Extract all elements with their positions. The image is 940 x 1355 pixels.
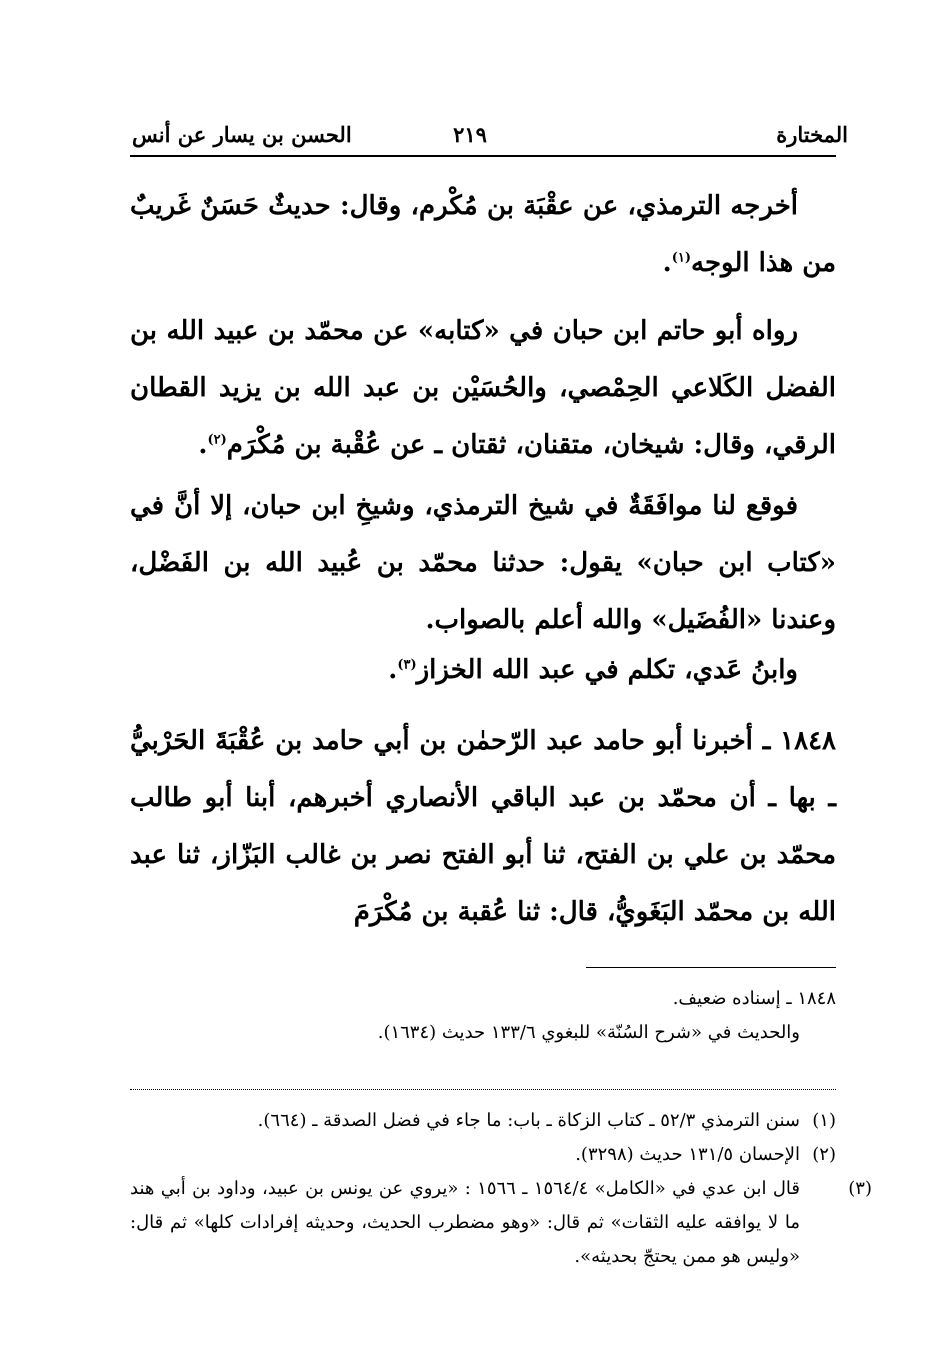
main-text-5 (130, 713, 836, 941)
main-text-4 (130, 642, 836, 699)
footnote-3-text: قال ابن عدي في «الكامل» ١٥٦٤/٤ ـ ١٥٦٦ : «يروي عن يونس بن عبيد، وداود بن أبي هند ما لا يوافقه عليه الثقات» ثم قال: «وهو مضطرب الحديث، وحديثه إفرادات كلها» ثم قال: «وليس هو ممن يحتجّ بحديثه». (130, 1178, 800, 1267)
paragraph-4-end: . (388, 655, 398, 685)
hadith-notes-rule (586, 967, 836, 968)
footnote-3 (130, 1172, 872, 1274)
hadith-notes (130, 982, 836, 1050)
hadith-note-grade: ١٨٤٨ ـ إسناده ضعيف. (672, 988, 836, 1009)
paragraph-1-text: أخرجه الترمذي، عن عقْبَة بن مُكْرم، وقال: حديثٌ حَسَنٌ غَريبٌ من هذا الوجه (130, 191, 836, 278)
hadith-note-source: والحديث في «شرح السُنّة» للبغوي ١٣٣/٦ حديث (١٦٣٤). (377, 1022, 800, 1043)
running-book-title: المختارة (776, 122, 848, 147)
paragraph-4-text: وابنُ عَدي، تكلم في عبد الله الخزاز (416, 655, 798, 685)
footnote-1-number: (١) (812, 1110, 836, 1131)
footnote-ref-1: (١) (671, 250, 691, 266)
footnote-1 (130, 1104, 836, 1138)
paragraph-2-end: . (198, 430, 208, 460)
paragraph-1 (130, 178, 836, 292)
footnotes (130, 1104, 872, 1274)
footnote-1-text: سنن الترمذي ٥٢/٣ ـ كتاب الزكاة ـ باب: ما جاء في فضل الصدقة ـ (٦٦٤). (257, 1110, 800, 1131)
footnote-2-number: (٢) (812, 1144, 836, 1165)
paragraph-1-end: . (662, 248, 672, 278)
hadith-1848: ١٨٤٨ ـ أخبرنا أبو حامد عبد الرّحمٰن بن أبي حامد بن عُقْبَةَ الحَرْبيُّ ـ بها ـ أن محمّد بن عبد الباقي الأنصاري أخبرهم، أبنا أبو طالب محمّد بن علي بن الفتح، ثنا أبو الفتح نصر بن غالب البَزّاز، ثنا عبد الله بن محمّد البَغَويُّ، قال: ثنا عُقبة بن مُكْرَمَ (130, 726, 836, 927)
main-text (130, 178, 836, 292)
footnote-3-number: (٣) (848, 1178, 872, 1199)
main-text-3 (130, 478, 836, 649)
footnote-2 (130, 1138, 836, 1172)
running-chapter-title: الحسن بن يسار عن أنس (132, 122, 352, 147)
paragraph-2 (130, 303, 836, 474)
header-rule (130, 155, 836, 157)
footnotes-rule (130, 1089, 836, 1090)
footnote-ref-2: (٢) (207, 432, 227, 448)
paragraph-2-text: رواه أبو حاتم ابن حبان في «كتابه» عن محمّد بن عبيد الله بن الفضل الكَلاعي الحِمْصي، والحُسَيْن بن عبد الله بن يزيد القطان الرقي، وقال: شيخان، متقنان، ثقتان ـ عن عُقْبة بن مُكْرَم (130, 316, 836, 460)
footnote-2-text: الإحسان ١٣١/٥ حديث (٣٢٩٨). (575, 1144, 800, 1165)
paragraph-4 (130, 642, 836, 699)
main-text-2 (130, 303, 836, 474)
page-number: ٢١٩ (453, 122, 487, 147)
paragraph-3: فوقع لنا موافَقَةٌ في شيخ الترمذي، وشيخِ ابن حبان، إلا أنَّ في «كتاب ابن حبان» يقول: حدثنا محمّد بن عُبيد الله بن الفَضْل، وعندنا «الفُضَيل» والله أعلم بالصواب. (130, 491, 836, 635)
footnote-ref-3: (٣) (397, 657, 417, 673)
